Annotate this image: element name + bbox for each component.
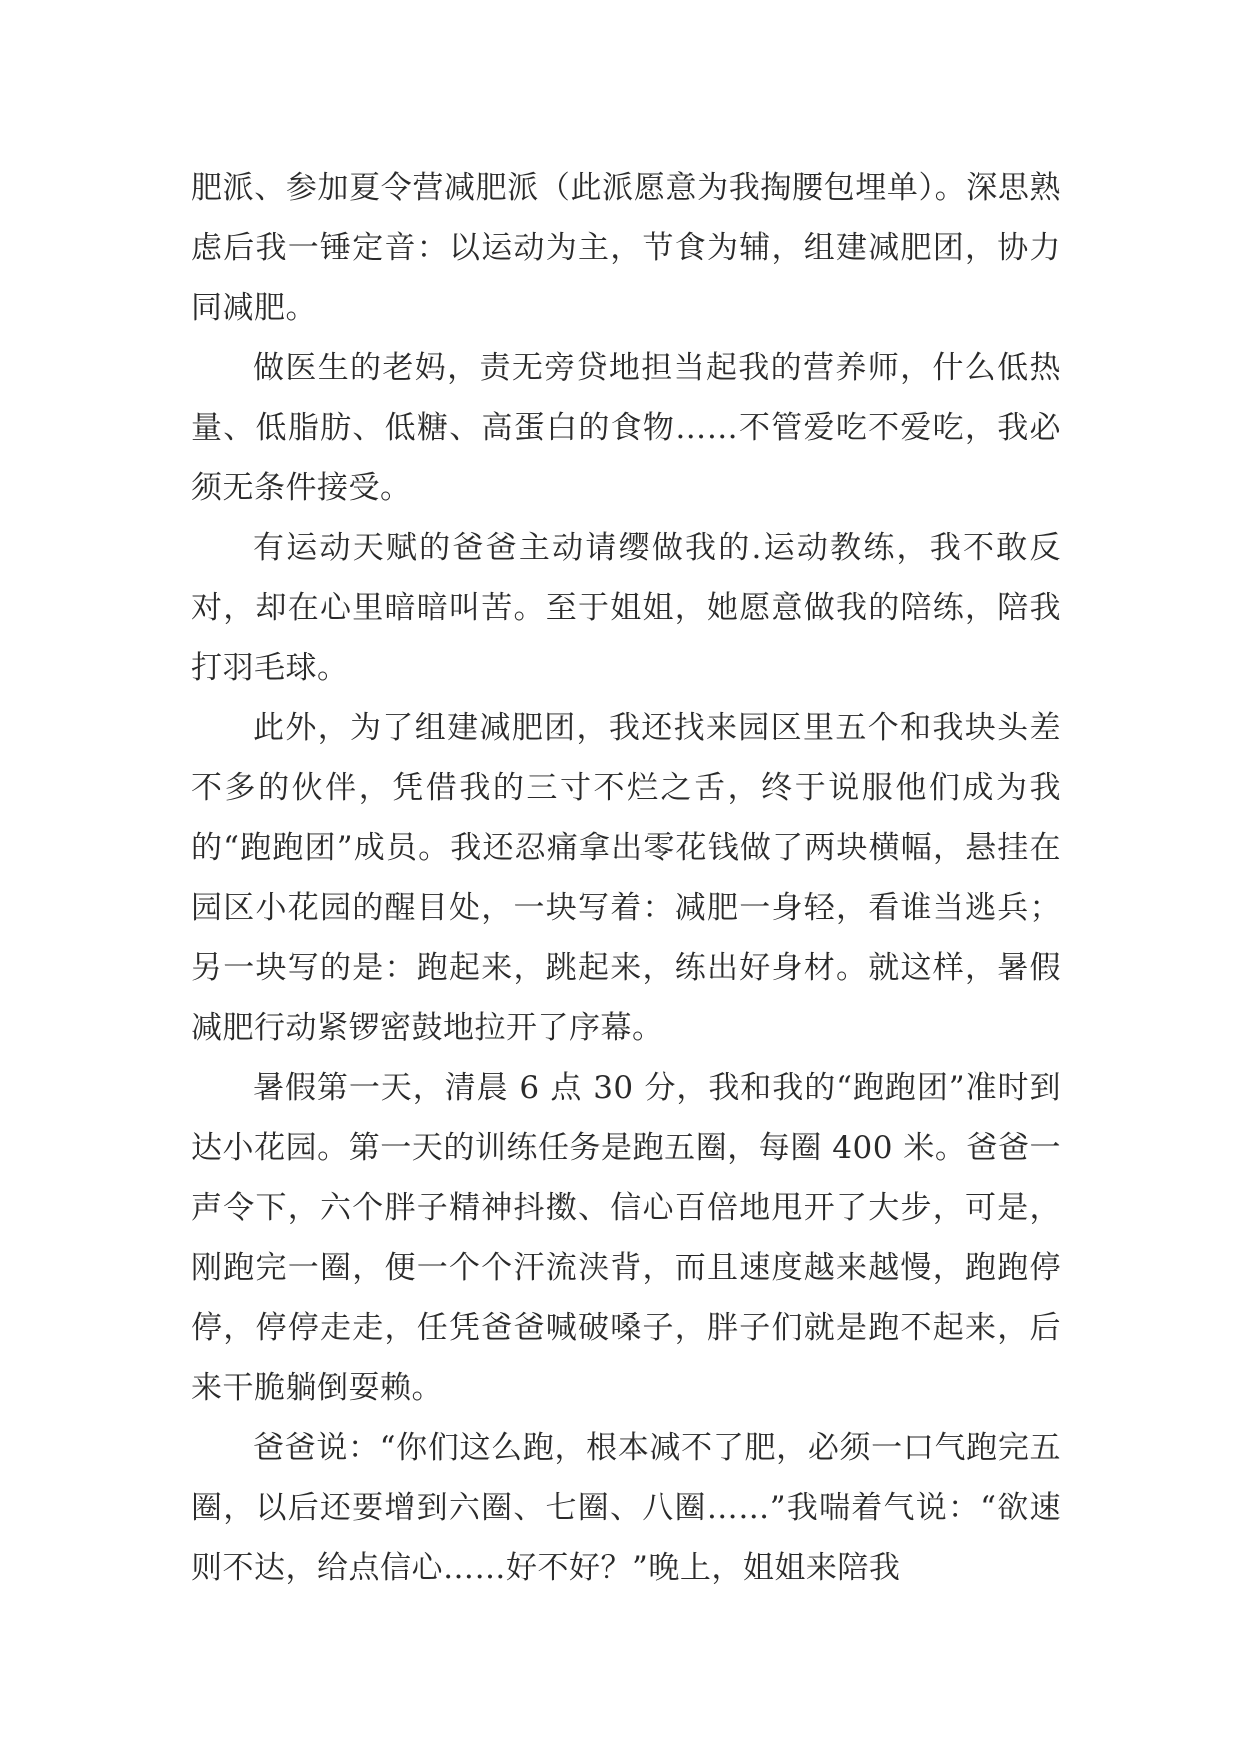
- paragraph-6: 爸爸说：“你们这么跑，根本减不了肥，必须一口气跑完五圈，以后还要增到六圈、七圈、八圈……”我喘着气说：“欲速则不达，给点信心……好不好？”晚上，姐姐来陪我: [191, 1430, 1061, 1586]
- paragraph-4: 此外，为了组建减肥团，我还找来园区里五个和我块头差不多的伙伴，凭借我的三寸不烂之舌，终于说服他们成为我的“跑跑团”成员。我还忍痛拿出零花钱做了两块横幅，悬挂在园区小花园的醒目处，一块写着：减肥一身轻，看谁当逃兵；另一块写的是：跑起来，跳起来，练出好身材。就这样，暑假减肥行动紧锣密鼓地拉开了序幕。: [191, 710, 1061, 1046]
- paragraph-2: 做医生的老妈，责无旁贷地担当起我的营养师，什么低热量、低脂肪、低糖、高蛋白的食物……不管爱吃不爱吃，我必须无条件接受。: [191, 350, 1061, 506]
- paragraph-5: 暑假第一天，清晨 6 点 30 分，我和我的“跑跑团”准时到达小花园。第一天的训练任务是跑五圈，每圈 400 米。爸爸一声令下，六个胖子精神抖擞、信心百倍地甩开了大步，可是，刚跑完一圈，便一个个汗流浃背，而且速度越来越慢，跑跑停停，停停走走，任凭爸爸喊破嗓子，胖子们就是跑不起来，后来干脆躺倒耍赖。: [191, 1070, 1061, 1406]
- paragraph-1: 肥派、参加夏令营减肥派（此派愿意为我掏腰包埋单）。深思熟虑后我一锤定音：以运动为主，节食为辅，组建减肥团，协力同减肥。: [191, 170, 1061, 326]
- body-text: [191, 158, 1061, 1598]
- paragraph-3: 有运动天赋的爸爸主动请缨做我的.运动教练，我不敢反对，却在心里暗暗叫苦。至于姐姐，她愿意做我的陪练，陪我打羽毛球。: [191, 530, 1061, 686]
